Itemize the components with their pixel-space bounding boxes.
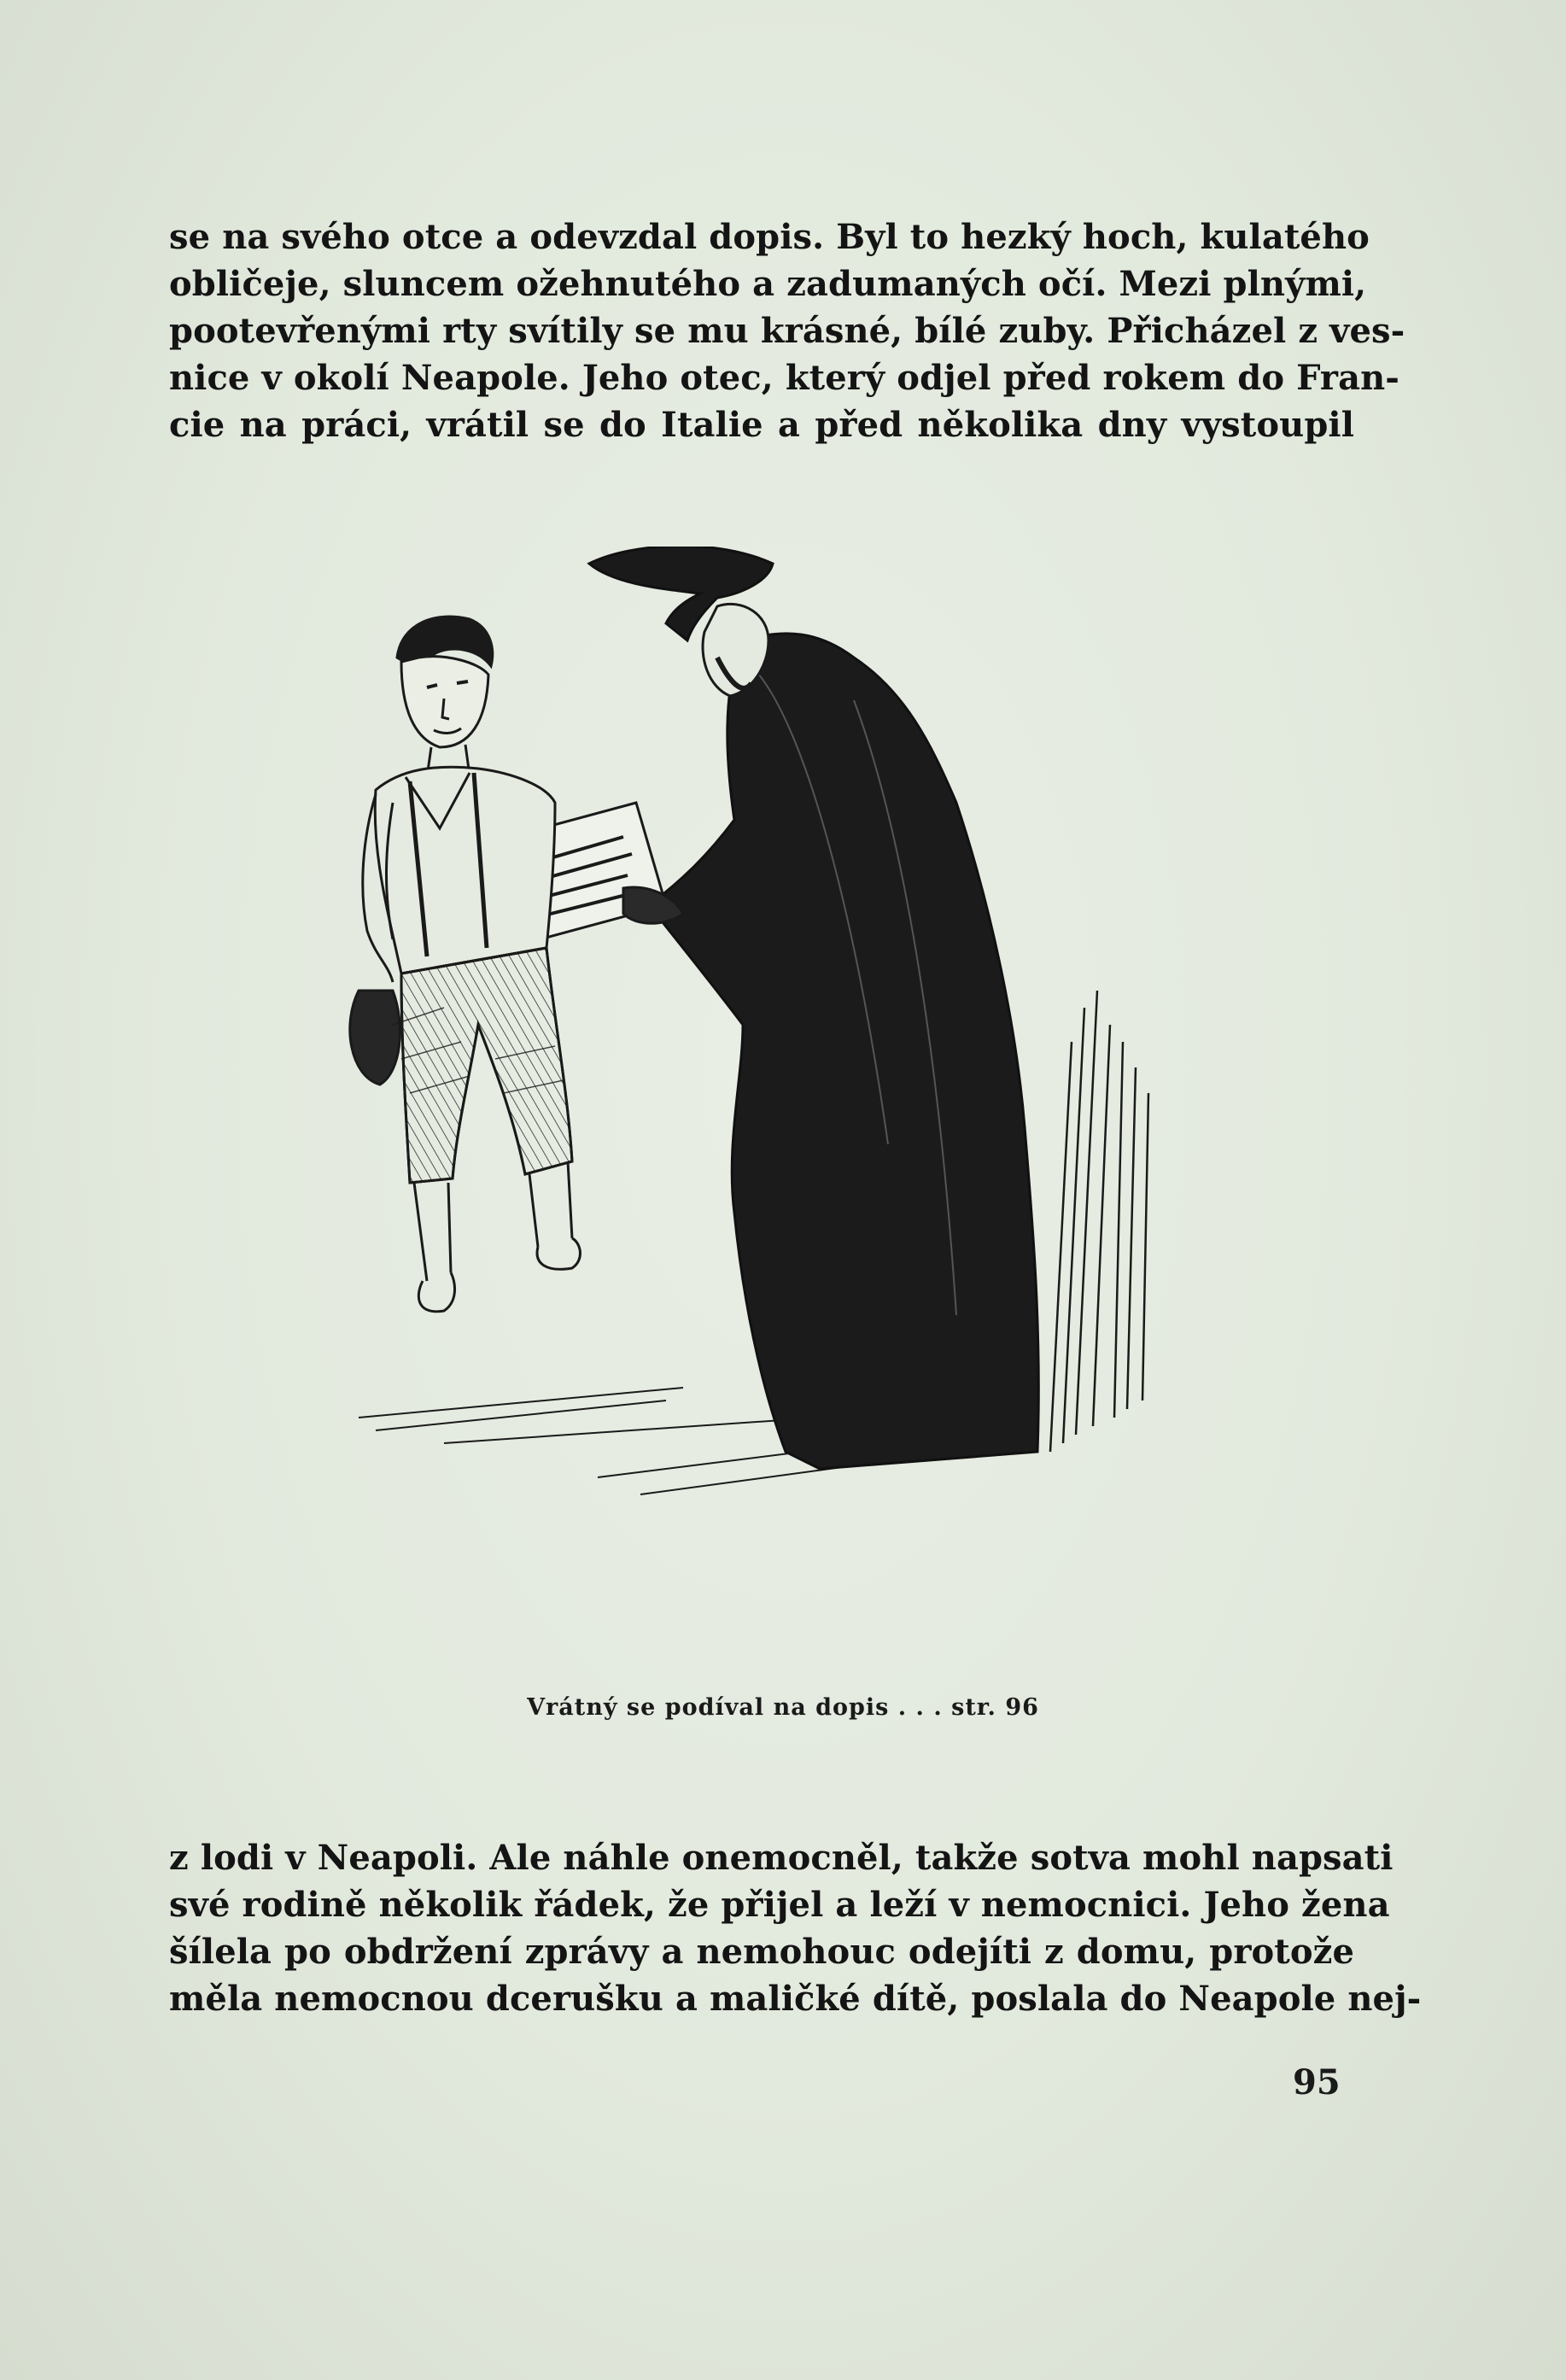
shadow-strokes — [1050, 991, 1148, 1452]
page-number: 95 — [1293, 2062, 1341, 2102]
text-line: se na svého otce a odevzdal dopis. Byl to hezký hoch, kulatého — [169, 217, 1370, 257]
body-text-top — [169, 213, 1405, 448]
text-line: pootevřenými rty svítily se mu krásné, bílé zuby. Přicházel z ves- — [169, 311, 1405, 351]
text-line: obličeje, sluncem ožehnutého a zadumaných očí. Mezi plnými, — [169, 264, 1367, 304]
text-line: své rodině několik řádek, že přijel a leží v nemocnici. Jeho žena — [169, 1885, 1390, 1925]
boy-figure — [350, 617, 581, 1312]
text-line: měla nemocnou dcerušku a maličké dítě, poslala do Neapole nej- — [169, 1979, 1422, 2019]
illustration-boy-and-doorman — [342, 547, 1178, 1657]
doorman-figure — [649, 634, 1038, 1469]
text-line: z lodi v Neapoli. Ale náhle onemocněl, takže sotva mohl napsati — [169, 1838, 1394, 1878]
text-line: cie na práci, vrátil se do Italie a před několika dny vystoupil — [169, 405, 1354, 445]
text-line: nice v okolí Neapole. Jeho otec, který odjel před rokem do Fran- — [169, 358, 1399, 398]
illustration-caption: Vrátný se podíval na dopis . . . str. 96 — [527, 1694, 1039, 1721]
body-text-bottom — [169, 1834, 1422, 2022]
text-line: šílela po obdržení zprávy a nemohouc odejíti z domu, protože — [169, 1932, 1354, 1972]
